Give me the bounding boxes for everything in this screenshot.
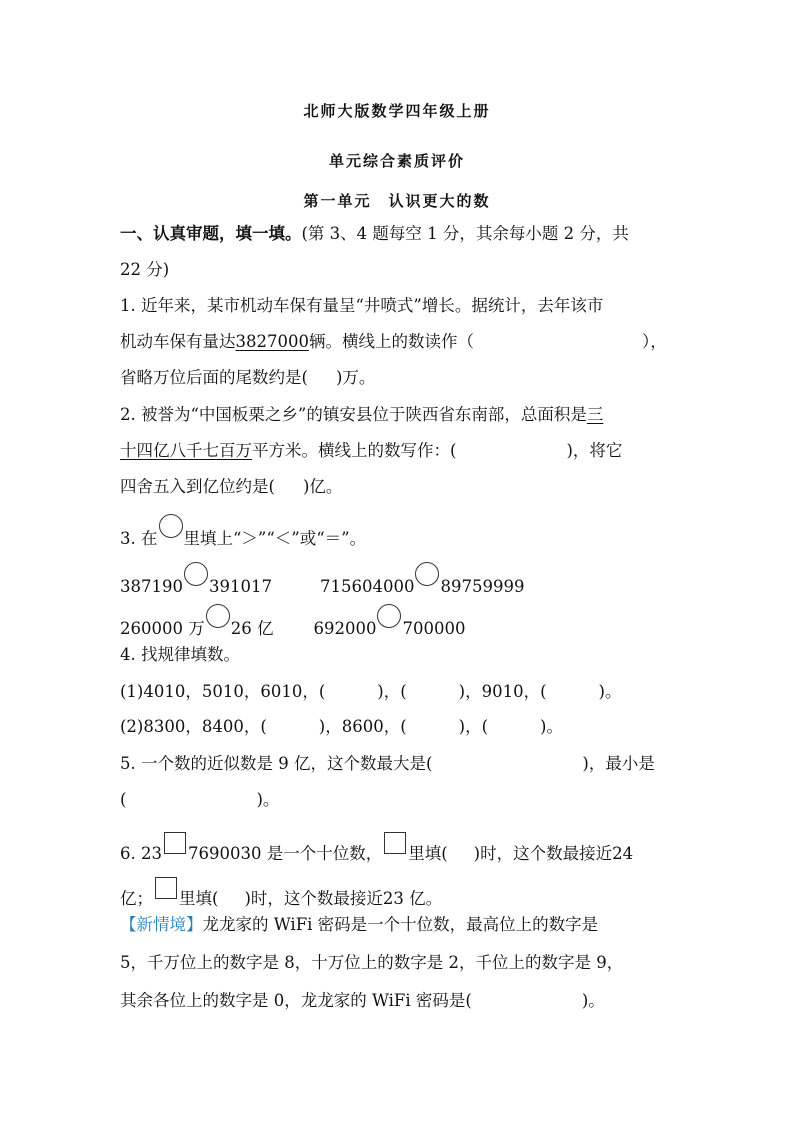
q1-text: 机动车保有量达 (120, 332, 236, 351)
q4-sequence-2 (120, 715, 563, 739)
q7-line-1 (120, 913, 598, 937)
q2-text: )，将它 (566, 441, 623, 460)
q3-text: 3. 在 (120, 529, 158, 548)
q1-text: ）， (642, 332, 667, 351)
square-icon (384, 832, 406, 854)
unit-title: 第一单元 认识更大的数 (303, 192, 491, 210)
square-icon (155, 877, 177, 899)
q3-value: 391017 (209, 577, 272, 596)
q1-line-2 (120, 330, 667, 354)
q3-value: 715604000 (320, 577, 415, 596)
q4-text: (2)8300，8400，( (120, 717, 267, 736)
q1-text: 辆。横线上的数读作（ (309, 332, 474, 351)
q4-text: (1)4010，5010，6010，( (120, 682, 326, 701)
digit-box[interactable] (164, 832, 186, 854)
q3-value: 89759999 (440, 577, 525, 596)
q4-text: )，( (458, 717, 489, 736)
q3-instruction (120, 514, 366, 551)
q6-text: )时，这个数最接近24 (473, 844, 634, 863)
q6-text: 亿； (120, 889, 153, 908)
q6-text: 里填( (179, 889, 219, 908)
q2-line-2 (120, 439, 622, 463)
q2-line-3 (120, 475, 342, 499)
q2-text: )亿。 (302, 477, 343, 496)
q4-text: )，( (377, 682, 407, 701)
q2-text: 四舍五入到亿位约是( (120, 477, 275, 496)
q2-underlined: 十四亿八千七百万 (120, 441, 252, 460)
section-1-heading (120, 222, 629, 246)
q5-text: 5. 一个数的近似数是 9 亿，这个数最大是( (120, 754, 433, 773)
q4-text: )。 (598, 682, 622, 701)
compare-circle[interactable] (377, 604, 401, 628)
q1-line-1: 1. 近年来，某市机动车保有量呈“井喷式”增长。据统计，去年该市 (120, 296, 604, 315)
q4-sequence-1 (120, 680, 621, 704)
q4-title: 4. 找规律填数。 (120, 645, 240, 664)
q3-value: 700000 (402, 619, 466, 638)
q1-text: 省略万位后面的尾数约是( (120, 368, 308, 387)
q4-text: )，8600，( (318, 717, 407, 736)
q6-line-1 (120, 832, 633, 866)
new-context-tag: 【新情境】 (120, 915, 203, 934)
section-heading-text: 一、认真审题，填一填。 (120, 224, 302, 243)
q6-text: 6. 23 (120, 844, 162, 863)
compare-circle[interactable] (184, 562, 208, 586)
q2-text: 2. 被誉为“中国板栗之乡”的镇安县位于陕西省东南部，总面积是 (120, 405, 587, 424)
q7-line-2: 5，千万位上的数字是 8，十万位上的数字是 2，千位上的数字是 9， (120, 953, 624, 972)
q5-line-2 (120, 788, 279, 812)
q1-number: 3827000 (235, 332, 309, 351)
q3-value: 692000 (313, 619, 377, 638)
q5-text: ( (120, 790, 127, 809)
q4-text: )。 (540, 717, 563, 736)
q1-line-3 (120, 366, 375, 390)
q3-row-1 (120, 562, 524, 599)
q2-underlined: 三 (586, 405, 604, 424)
document-title: 北师大版数学四年级上册 (303, 102, 491, 120)
q6-text: )时，这个数最接近23 亿。 (244, 889, 443, 908)
q3-value: 260000 万 (120, 619, 205, 638)
q7-text: 龙龙家的 WiFi 密码是一个十位数，最高位上的数字是 (202, 915, 599, 934)
q3-value: 387190 (120, 577, 183, 596)
document-subtitle: 单元综合素质评价 (328, 152, 465, 170)
q3-row-2 (120, 604, 465, 641)
q6-text: 里填( (408, 844, 448, 863)
q6-text: 7690030 是一个十位数， (187, 844, 383, 863)
q5-line-1 (120, 752, 655, 776)
q2-text: 平方米。横线上的数写作：( (252, 441, 457, 460)
q2-line-1 (120, 403, 603, 427)
q7-text: 其余各位上的数字是 0，龙龙家的 WiFi 密码是( (120, 991, 472, 1010)
q6-line-2 (120, 877, 442, 911)
q3-text: 里填上“＞”“＜”或“＝”。 (183, 529, 367, 548)
q3-value: 26 亿 (230, 619, 274, 638)
q7-text: )。 (581, 991, 605, 1010)
circle-icon (159, 514, 183, 538)
q5-text: )，最小是 (582, 754, 655, 773)
q1-text: )万。 (335, 368, 376, 387)
q5-text: )。 (256, 790, 280, 809)
compare-circle[interactable] (415, 562, 439, 586)
q7-line-3 (120, 989, 605, 1013)
section-note-cont: 22 分) (120, 260, 170, 279)
q4-text: )，9010，( (458, 682, 547, 701)
section-note: (第 3、4 题每空 1 分，其余每小题 2 分，共 (301, 224, 629, 243)
compare-circle[interactable] (206, 604, 230, 628)
